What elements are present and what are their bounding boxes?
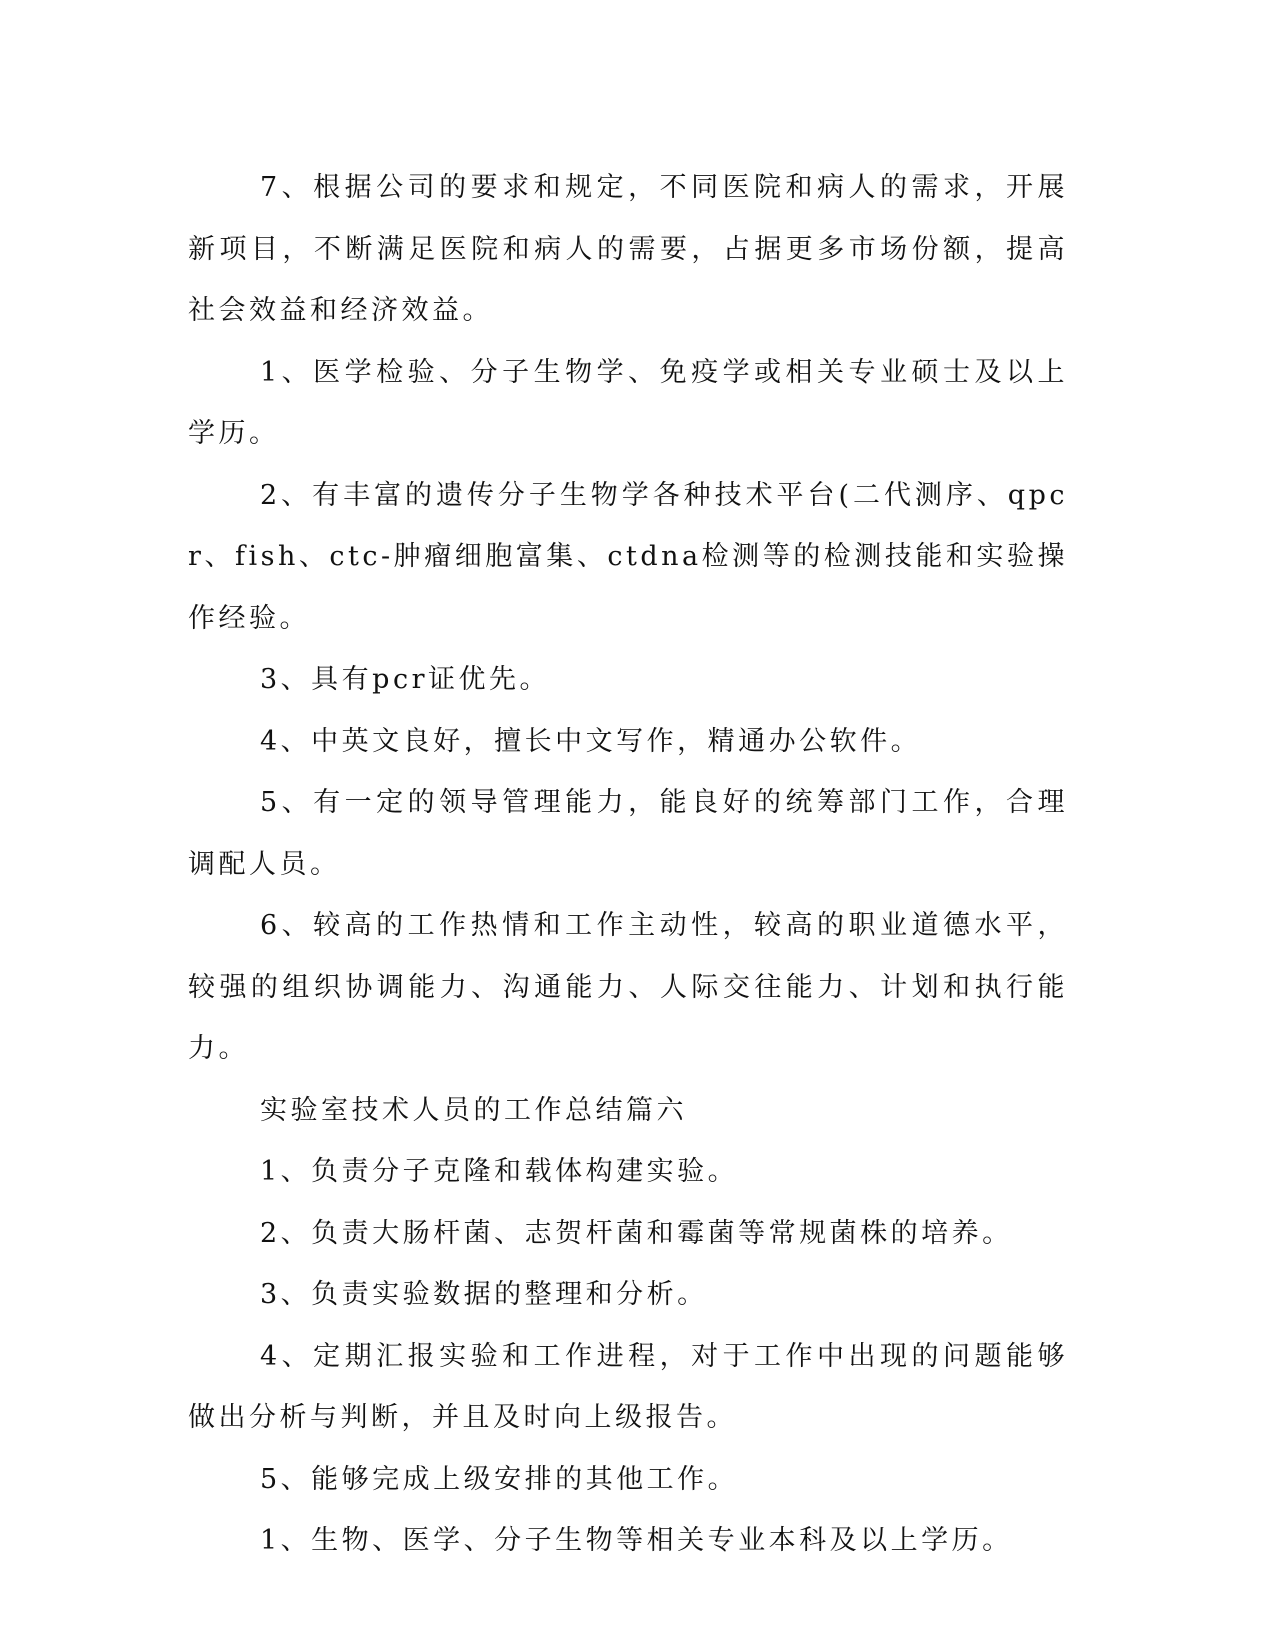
paragraph-duty-5-other: 5、能够完成上级安排的其他工作。 — [260, 1463, 739, 1495]
paragraph-req-1-bachelor: 1、生物、医学、分子生物等相关专业本科及以上学历。 — [260, 1525, 1013, 1556]
paragraph-req-3-pcr: 3、具有pcr证优先。 — [260, 664, 550, 695]
document-body — [188, 157, 1068, 1572]
paragraph-duty-3-data: 3、负责实验数据的整理和分析。 — [260, 1279, 708, 1310]
paragraph-duty-2-culture: 2、负责大肠杆菌、志贺杆菌和霉菌等常规菌株的培养。 — [260, 1217, 1013, 1249]
section-heading: 实验室技术人员的工作总结篇六 — [260, 1094, 687, 1126]
paragraph-req-5-leadership: 5、有一定的领导管理能力，能良好的统筹部门工作，合理调配人员。 — [188, 787, 1068, 880]
paragraph-req-6-attitude: 6、较高的工作热情和工作主动性，较高的职业道德水平，较强的组织协调能力、沟通能力、人际交往能力、计划和执行能力。 — [188, 910, 1068, 1064]
paragraph-item-7-market: 7、根据公司的要求和规定，不同医院和病人的需求，开展新项目，不断满足医院和病人的需要，占据更多市场份额，提高社会效益和经济效益。 — [188, 172, 1068, 326]
paragraph-duty-4-report: 4、定期汇报实验和工作进程，对于工作中出现的问题能够做出分析与判断，并且及时向上级报告。 — [188, 1340, 1068, 1433]
paragraph-req-1-education: 1、医学检验、分子生物学、免疫学或相关专业硕士及以上学历。 — [188, 356, 1068, 449]
paragraph-duty-1-cloning: 1、负责分子克隆和载体构建实验。 — [260, 1156, 739, 1187]
paragraph-req-4-language: 4、中英文良好，擅长中文写作，精通办公软件。 — [260, 725, 922, 757]
paragraph-req-2-tech-platform: 2、有丰富的遗传分子生物学各种技术平台(二代测序、qpcr、fish、ctc-肿瘤细胞富集、ctdna检测等的检测技能和实验操作经验。 — [188, 479, 1068, 634]
